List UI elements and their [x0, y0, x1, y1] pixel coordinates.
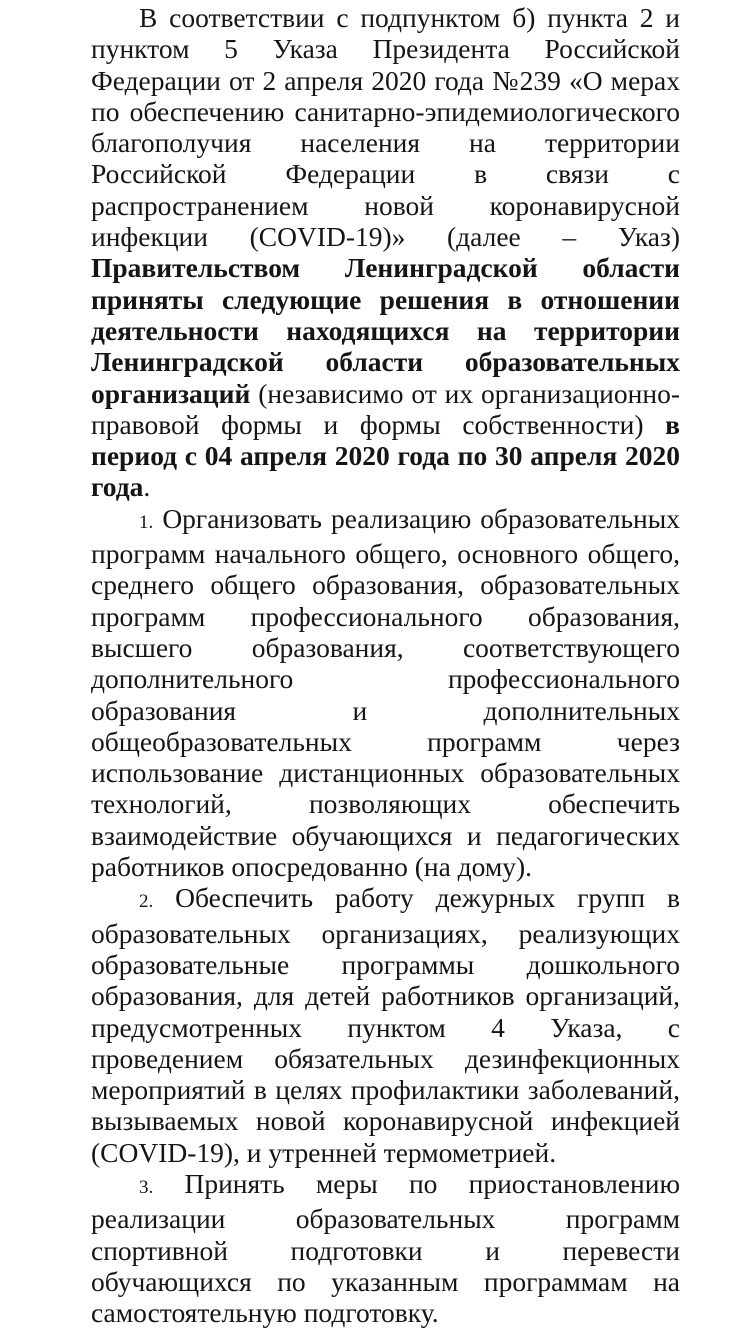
item-number: 1. [139, 511, 154, 533]
item-number: 2. [139, 891, 154, 913]
intro-text-end: . [143, 471, 151, 503]
intro-paragraph [91, 2, 680, 503]
intro-decision-bold: Правительством Ленинградской области приняты следующие решения в отношении деятельности находящихся на территории Ленинградской области образовательных организаций [91, 252, 680, 409]
item-text: Обеспечить работу дежурных групп в образовательных организациях, реализующих образовательные программы дошкольного образования, для детей работников организаций, предусмотренных пунктом 4 Указа, с проведением обязательных дезинфекционных мероприятий в целях профилактики заболеваний, вызываемых новой коронавирусной инфекцией (COVID-19), и утренней термометрией. [91, 882, 680, 1168]
list-item-1 [91, 503, 680, 883]
item-number: 3. [139, 1176, 154, 1198]
list-item-2 [91, 882, 680, 1168]
document-body [91, 2, 680, 1328]
item-text: Организовать реализацию образовательных программ начального общего, основного общего, среднего общего образования, образовательных программ профессионального образования, высшего образования, соответствующего дополнительного профессионального образования и дополнительных общеобразовательных программ через использование дистанционных образовательных технологий, позволяющих обеспечить взаимодействие обучающихся и педагогических работников опосредованно (на дому). [91, 502, 680, 883]
intro-text-middle: (независимо от их организационно-правовой формы и формы собственности) [91, 377, 680, 440]
intro-period-bold: в период с 04 апреля 2020 года по 30 апреля 2020 года [91, 408, 680, 503]
list-item-3 [91, 1168, 680, 1328]
item-text: Принять меры по приостановлению реализации образовательных программ спортивной подготовки и перевести обучающихся по указанным программам на самостоятельную подготовку. [91, 1167, 680, 1328]
intro-text-start: В соответствии с подпунктом б) пункта 2 и пунктом 5 Указа Президента Российской Федерации от 2 апреля 2020 года №239 «О мерах по обеспечению санитарно-эпидемиологического благополучия населения на территории Российской Федерации в связи с распространением новой коронавирусной инфекции (COVID-19)» (далее – Указ) [91, 2, 680, 253]
